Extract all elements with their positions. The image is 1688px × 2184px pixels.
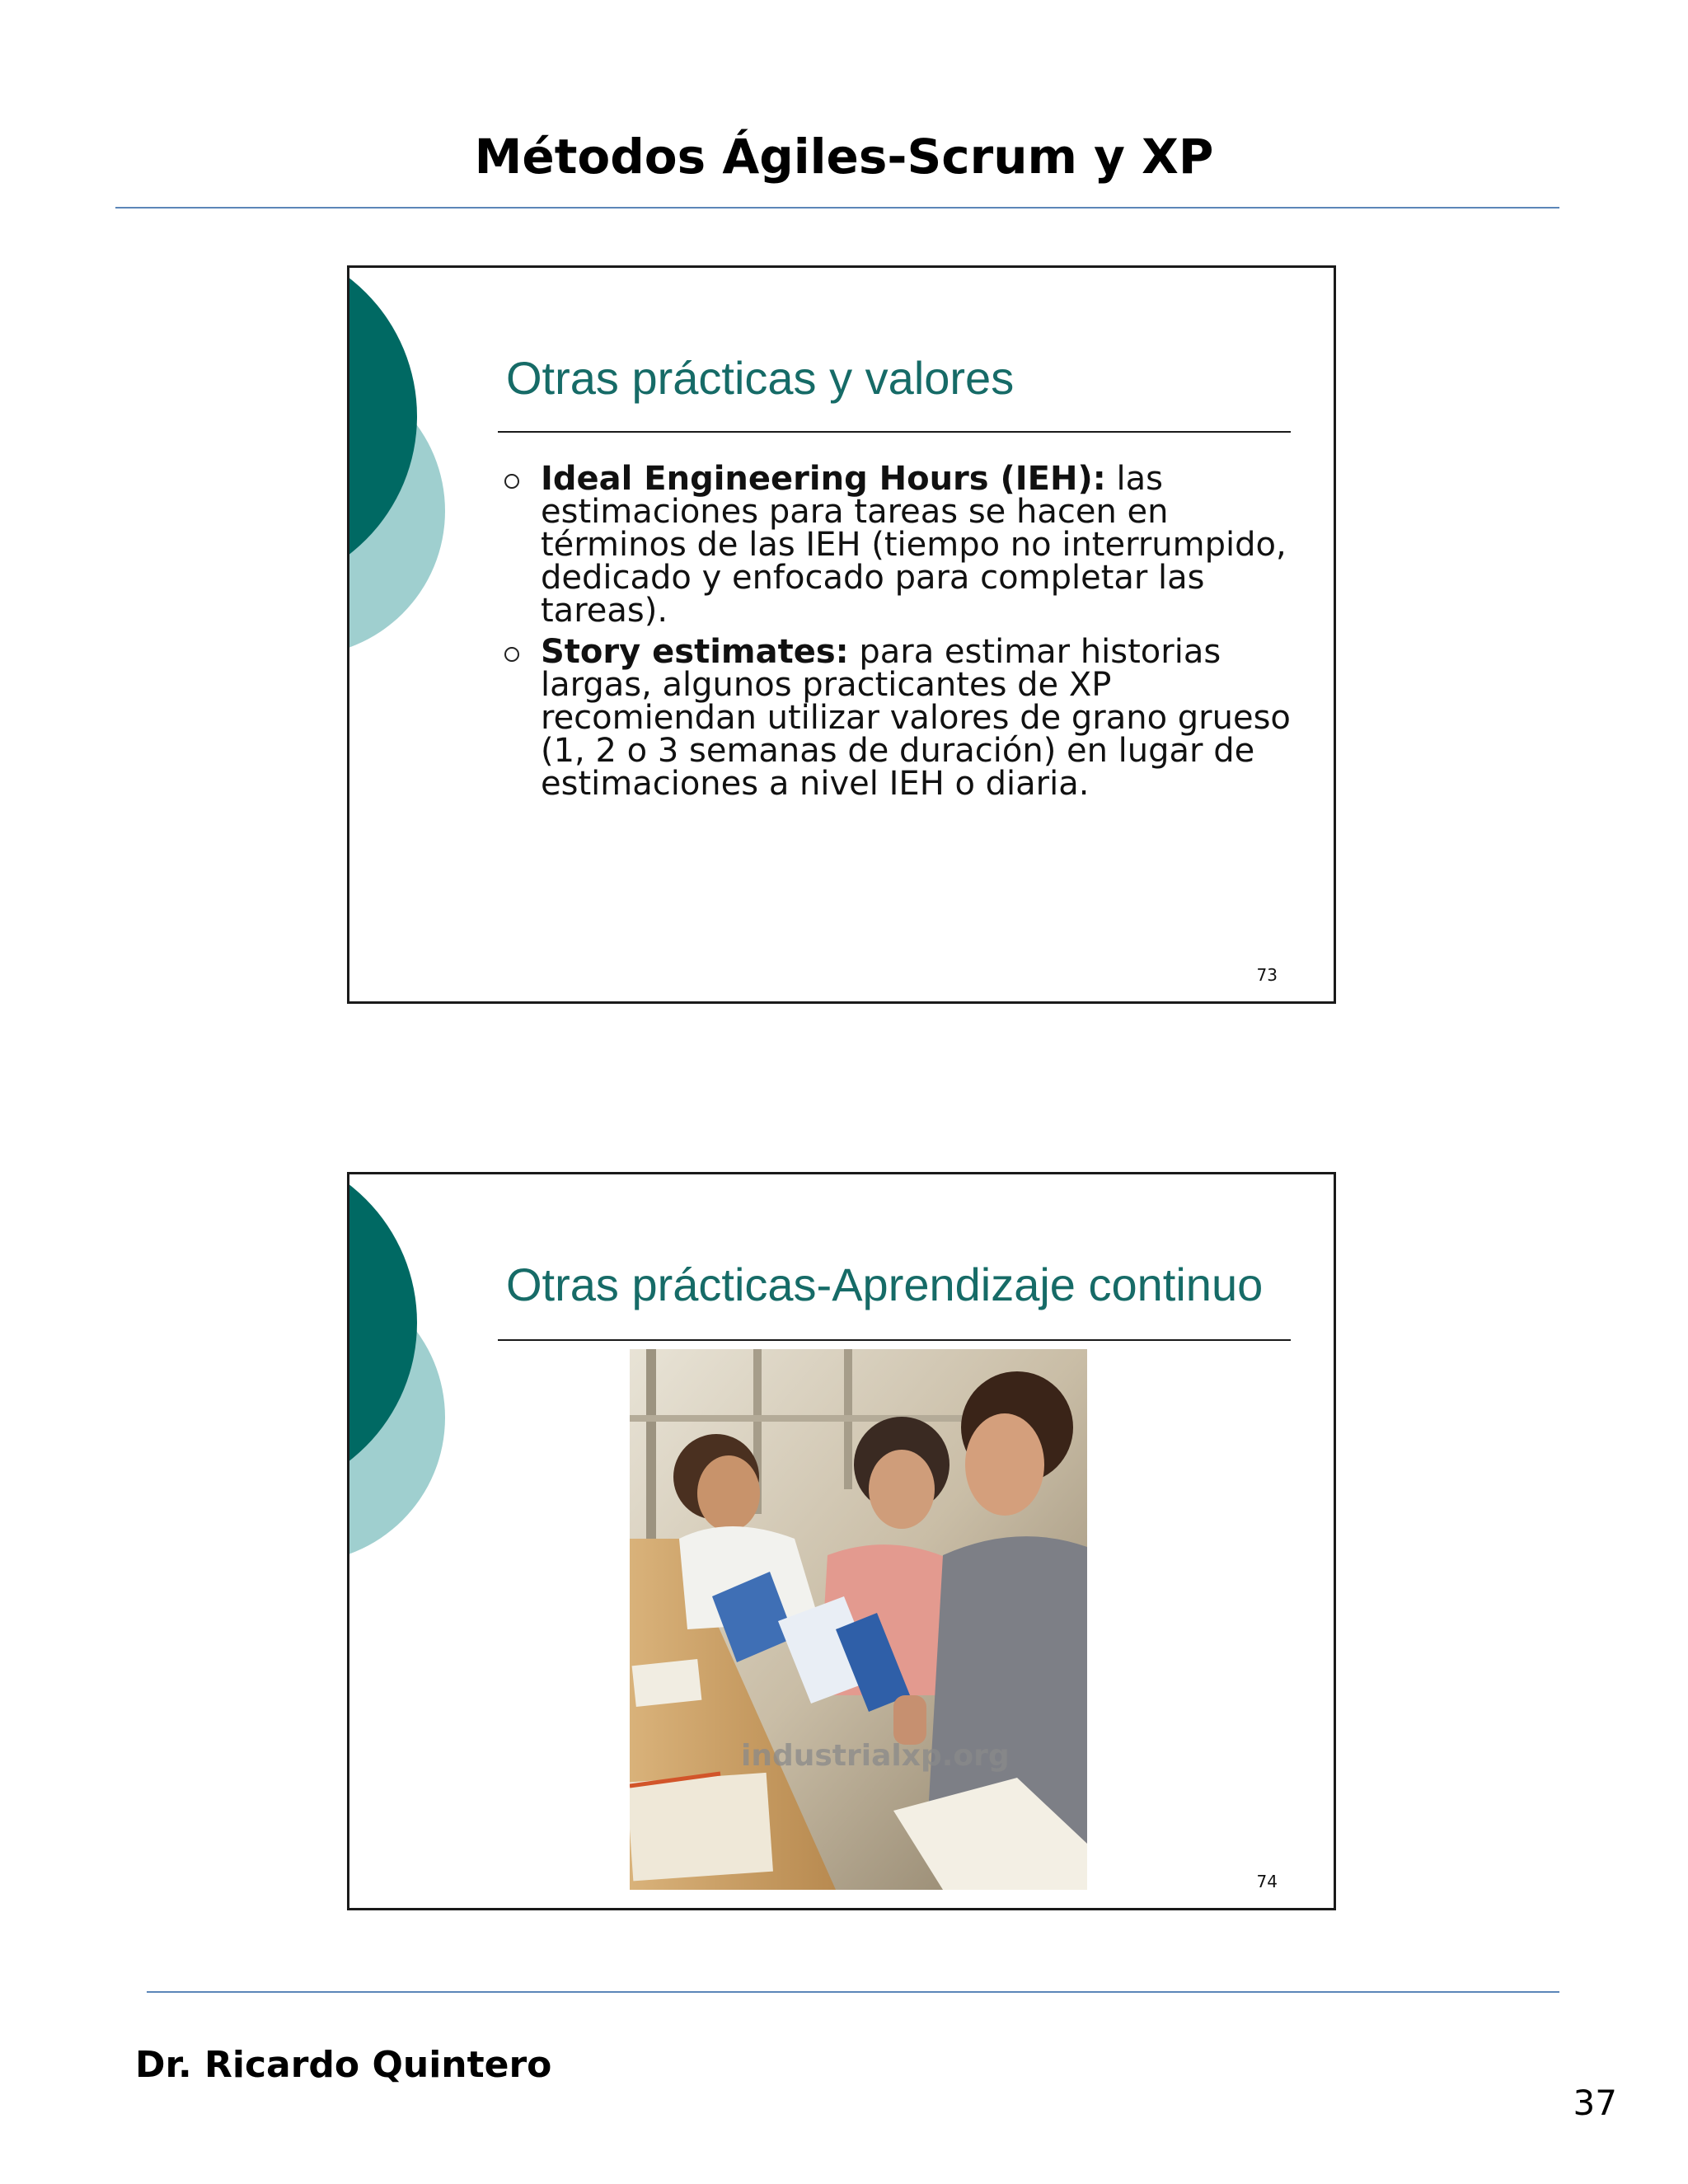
bullet-list (504, 462, 1296, 808)
slide-74 (347, 1172, 1336, 1910)
slide-decoration-circles (349, 268, 465, 680)
bullet-text: las estimaciones para tareas se hacen en términos de las IEH (tiempo no interrumpido, dedicado y enfocado para completar las tareas). (541, 460, 1287, 630)
bullet-ieh (504, 460, 1296, 630)
slide-number: 74 (1256, 1872, 1278, 1891)
watermark-text: industrialxp.org (741, 1739, 1010, 1773)
slide-decoration-circles (349, 1174, 465, 1586)
slide-title: Otras prácticas-Aprendizaje continuo (506, 1258, 1264, 1310)
hollow-circle-bullet-icon (504, 474, 519, 489)
page-number: 37 (1573, 2083, 1617, 2123)
bullet-text: para estimar historias largas, algunos practicantes de XP recomiendan utilizar valores de grano grueso (1, 2 o 3 semanas de duración) en lugar de estimaciones a nivel IEH o diaria. (541, 633, 1291, 803)
slide-number: 73 (1256, 965, 1278, 985)
header-divider (115, 207, 1559, 209)
slide-title: Otras prácticas y valores (506, 352, 1015, 404)
slide-title-divider (498, 1339, 1291, 1341)
footer-divider (147, 1991, 1559, 1993)
slide-title-divider (498, 431, 1291, 433)
slide-73 (347, 265, 1336, 1004)
bullet-term: Story estimates: (541, 633, 849, 671)
bullet-story-estimates (504, 633, 1296, 803)
hollow-circle-bullet-icon (504, 647, 519, 662)
page-header-title: Métodos Ágiles-Scrum y XP (474, 129, 1214, 185)
footer-author: Dr. Ricardo Quintero (135, 2044, 552, 2086)
bullet-term: Ideal Engineering Hours (IEH): (541, 460, 1106, 498)
people-reading-books-photo (630, 1349, 1087, 1890)
